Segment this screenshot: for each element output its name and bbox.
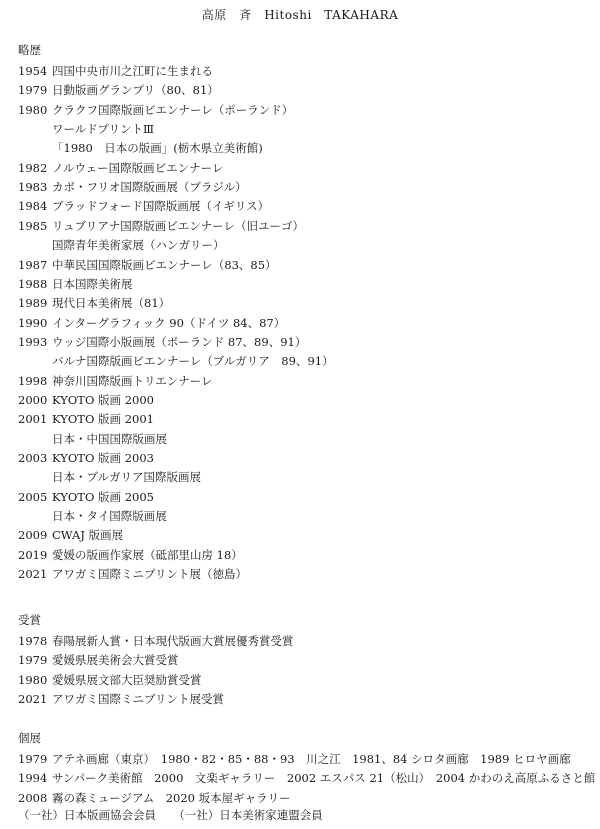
entry-year: 2009 (18, 528, 48, 543)
entry-text: 愛媛県展美術会大賞受賞 (52, 653, 179, 668)
entry-text: 国際青年美術家展（ハンガリー） (52, 238, 225, 253)
entry-year: 1982 (18, 160, 48, 175)
entry-text: 愛媛県展文部大臣奨励賞受賞 (52, 672, 202, 687)
solo-exhibitions-entry (18, 770, 595, 786)
entry-text: CWAJ 版画展 (52, 528, 124, 543)
entry-text: ワールドプリントⅢ (52, 122, 155, 137)
entry-year: 1979 (18, 752, 48, 766)
entry-text: KYOTO 版画 2001 (52, 412, 154, 427)
history-entry (18, 315, 285, 331)
history-entry (18, 276, 133, 292)
entry-year: 1985 (18, 218, 48, 233)
history-entry (18, 450, 154, 466)
history-entry (18, 392, 154, 408)
awards-entry (18, 652, 179, 668)
history-entry (18, 334, 306, 350)
entry-year: 1979 (18, 83, 48, 98)
history-entry (18, 102, 293, 118)
entry-text: ノルウェー国際版画ビエンナーレ (52, 160, 224, 175)
history-heading: 略歴 (18, 43, 41, 57)
history-entry (18, 411, 154, 427)
entry-year: 2021 (18, 567, 48, 582)
history-entry (18, 121, 154, 137)
entry-text: カボ・フリオ国際版画展（ブラジル） (52, 180, 247, 195)
entry-year: 1979 (18, 653, 48, 668)
history-entry (18, 527, 123, 543)
entry-year: 2003 (18, 451, 48, 465)
entry-year: 1983 (18, 180, 48, 195)
entry-text: バルナ国際版画ビエンナーレ（ブルガリア 89、91） (52, 354, 334, 369)
entry-text: 「1980 日本の版画」(栃木県立美術館) (52, 141, 263, 156)
history-entry (18, 140, 263, 156)
entry-text: KYOTO 版画 2005 (52, 489, 154, 504)
history-entry (18, 373, 213, 389)
entry-text: リュブリアナ国際版画ビエンナーレ（旧ユーゴ） (52, 218, 304, 233)
solo-exhibitions-entry (18, 751, 571, 767)
entry-year: 1988 (18, 276, 48, 291)
history-entry (18, 218, 304, 234)
entry-year: 2005 (18, 489, 48, 504)
entry-text: アワガミ国際ミニプリント展（徳島） (52, 567, 248, 582)
entry-text: 日動版画グランプリ（80、81） (52, 83, 219, 98)
history-entry (18, 353, 334, 369)
entry-year: 1978 (18, 634, 48, 648)
entry-text: 愛媛の版画作家展（砥部里山房 18） (52, 547, 243, 562)
membership-footer: （一社）日本版画協会会員 （一社）日本美術家連盟会員 (18, 808, 323, 822)
entry-year: 2019 (18, 547, 48, 562)
entry-year: 2001 (18, 412, 48, 427)
history-entry (18, 489, 154, 505)
entry-text: 日本国際美術展 (52, 276, 133, 291)
entry-year: 1998 (18, 373, 48, 388)
entry-text: 四国中央市川之江町に生まれる (52, 64, 213, 78)
entry-text: アワガミ国際ミニプリント展受賞 (52, 692, 225, 707)
entry-text: サンパーク美術館 2000 文楽ギャラリー 2002 エスパス 21（松山） 2004 かわのえ高原ふるさと館 (52, 771, 596, 786)
entry-year: 1980 (18, 672, 48, 687)
entry-text: 日本・タイ国際版画展 (52, 509, 167, 524)
entry-year: 2008 (18, 790, 48, 805)
entry-text: ブラッドフォード国際版画展（イギリス） (52, 199, 270, 214)
entry-text: 現代日本美術展（81） (52, 296, 171, 311)
entry-text: インターグラフィック 90（ドイツ 84、87） (52, 315, 286, 330)
entry-text: クラクフ国際版画ビエンナーレ（ポーランド） (52, 102, 294, 117)
entry-year: 2000 (18, 392, 48, 407)
awards-entry (18, 672, 202, 688)
entry-text: 中華民国国際版画ビエンナーレ（83、85） (52, 257, 277, 272)
history-entry (18, 508, 167, 524)
history-entry (18, 82, 219, 98)
entry-year: 1980 (18, 102, 48, 117)
history-entry (18, 160, 223, 176)
history-entry (18, 63, 213, 79)
history-entry (18, 179, 247, 195)
awards-entry (18, 691, 224, 707)
history-entry (18, 547, 243, 563)
page-title: 高原 斉 Hitoshi TAKAHARA (201, 8, 399, 22)
entry-year: 1994 (18, 771, 48, 786)
entry-year: 1993 (18, 334, 48, 349)
entry-year: 1984 (18, 199, 48, 214)
history-entry (18, 566, 247, 582)
entry-text: 日本・中国国際版画展 (52, 431, 167, 446)
solo-exhibitions-heading: 個展 (18, 731, 41, 745)
history-entry (18, 198, 269, 214)
history-entry (18, 237, 225, 253)
entry-text: KYOTO 版画 2000 (52, 392, 154, 407)
entry-text: アテネ画廊（東京） 1980・82・85・88・93 川之江 1981、84 シロタ画廊 1989 ヒロヤ画廊 (52, 752, 571, 766)
entry-year: 1987 (18, 257, 48, 272)
entry-year: 1990 (18, 315, 48, 330)
entry-text: 霧の森ミュージアム 2020 坂本屋ギャラリー (52, 790, 291, 805)
history-entry (18, 295, 170, 311)
entry-text: 日本・ブルガリア国際版画展 (52, 470, 202, 485)
awards-entry (18, 633, 294, 649)
entry-year: 2021 (18, 692, 48, 707)
history-entry (18, 469, 201, 485)
history-entry (18, 431, 167, 447)
entry-text: 春陽展新人賞・日本現代版画大賞展優秀賞受賞 (52, 634, 294, 648)
history-entry (18, 257, 277, 273)
entry-year: 1954 (18, 64, 48, 78)
entry-text: ウッジ国際小版画展（ポーランド 87、89、91） (52, 334, 307, 349)
solo-exhibitions-entry (18, 790, 291, 806)
entry-text: 神奈川国際版画トリエンナーレ (52, 373, 213, 388)
entry-year: 1989 (18, 296, 48, 311)
entry-text: KYOTO 版画 2003 (52, 451, 154, 465)
awards-heading: 受賞 (18, 613, 41, 627)
